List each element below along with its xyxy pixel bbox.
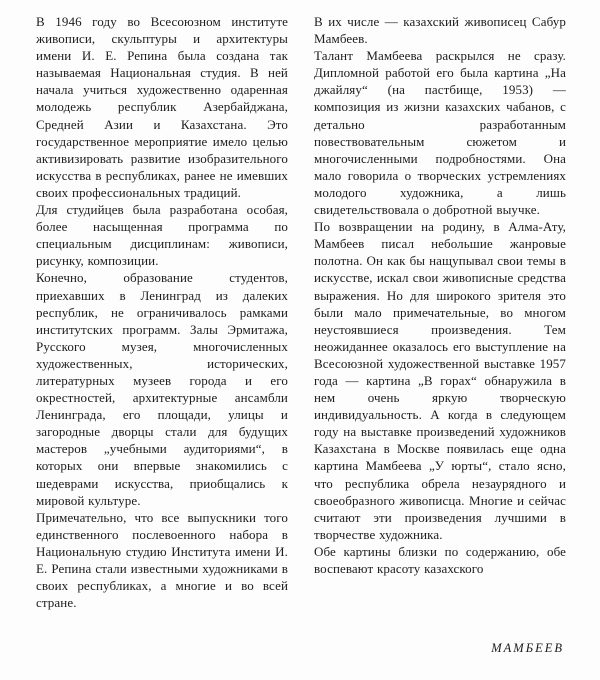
paragraph: По возвращении на родину, в Алма-Ату, Мамбеев писал небольшие жанровые полотна. Он как бы нащупывал свои темы в искусстве, искал свои живописные средства выражения. Но для широкого зрителя это были мало примечательные, во многом неустоявшиеся произведения. Тем неожиданнее оказалось его выступление на Всесоюзной художественной выставке 1957 года — картина „В горах“ обнаружила в нем очень яркую творческую индивидуальность. А когда в следующем году на выставке произведений художников Казахстана в Москве появилась еще одна картина Мамбеева „У юрты“, стало ясно, что республика обрела незаурядного и своеобразного живописца. Многие и сейчас считают эти произведения лучшими в творчестве художника. bbox=[314, 219, 566, 542]
paragraph: Обе картины близки по содержанию, обе воспевают красоту казахского bbox=[314, 543, 566, 576]
two-column-text-block bbox=[36, 13, 566, 611]
paragraph: В 1946 году во Всесоюзном институте живописи, скульптуры и архитектуры имени И. Е. Репина была создана так называемая Национальная студия. В ней начала учиться художественно одаренная молодежь республик Азербайджана, Средней Азии и Казахстана. Это государственное мероприятие имело целью активизировать развитие изобразительного искусства в республиках, ранее не имевших своих профессиональных традиций. bbox=[36, 14, 288, 200]
left-text-column bbox=[36, 13, 288, 611]
paragraph: Примечательно, что все выпускники того единственного послевоенного набора в Национальную студию Института имени И. Е. Репина стали известными художниками в своих республиках, а многие и во всей стране. bbox=[36, 509, 288, 611]
paragraph: Для студийцев была разработана особая, более насыщенная программа по специальным дисциплинам: живописи, рисунку, композиции. bbox=[36, 202, 288, 269]
right-text-column bbox=[314, 13, 566, 611]
paragraph: Талант Мамбеева раскрылся не сразу. Дипломной работой его была картина „На джайляу“ (на пастбище, 1953) — композиция из жизни казахских чабанов, с детально разработанным повествовательным сюжетом и многочисленными подробностями. Она мало говорила о творческих устремлениях молодого художника, а лишь свидетельствовала о добротной выучке. bbox=[314, 48, 566, 218]
paragraph: Конечно, образование студентов, приехавших в Ленинград из далеких республик, не ограничивалось рамками институтских программ. Залы Эрмитажа, Русского музея, многочисленных художественных, исторических, литературных музеев города и его окрестностей, архитектурные ансамбли Ленинграда, его площади, улицы и загородные дворцы стали для будущих мастеров „учебными аудиториями“, в которых они впервые знакомились с шедеврами искусства, приобщались к мировой культуре. bbox=[36, 270, 288, 508]
paragraph: В их числе — казахский живописец Сабур Мамбеев. bbox=[314, 14, 566, 47]
artist-signature: МАМБЕЕВ bbox=[491, 641, 564, 655]
